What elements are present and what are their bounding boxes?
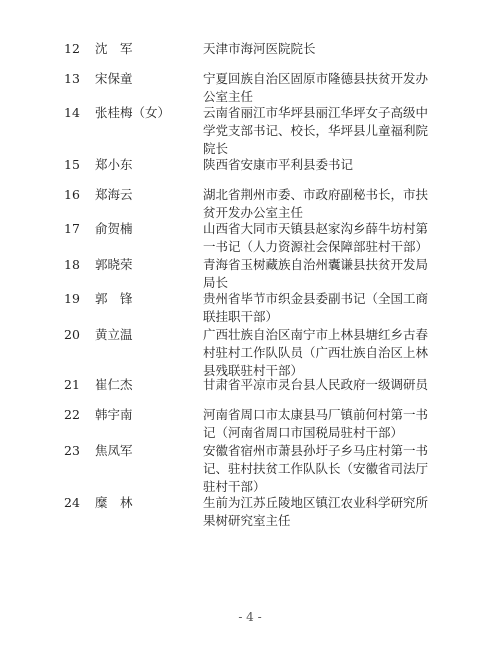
entry-name: 张桂梅（女）	[95, 105, 171, 120]
entry-number: 23	[64, 443, 80, 458]
entry-title-line: 县残联驻村干部）	[203, 363, 304, 378]
entry-number: 13	[64, 71, 80, 86]
entry-number: 15	[64, 157, 80, 172]
entry-title-line: 天津市海河医院院长	[203, 41, 316, 56]
entry-name: 郑海云	[95, 187, 133, 202]
entry-title-line: 贵州省毕节市织金县委副书记（全国工商	[203, 291, 429, 306]
entry-title	[203, 186, 440, 222]
entry-title-line: 陕西省安康市平利县委书记	[203, 157, 354, 172]
entry-name: 韩宇南	[95, 407, 133, 422]
entry-title	[203, 326, 440, 380]
entry-number: 22	[64, 407, 80, 422]
entry-number: 16	[64, 187, 80, 202]
entry-title	[203, 40, 440, 58]
entry-name: 郭 锋	[95, 291, 133, 306]
entry-title-line: 湖北省荆州市委、市政府副秘书长，市扶	[203, 187, 429, 202]
entry-name: 郭晓荣	[95, 257, 133, 272]
entry-number: 24	[64, 495, 80, 510]
entry-name: 黄立温	[95, 327, 133, 342]
entry-title	[203, 104, 440, 158]
entry-title-line: 生前为江苏丘陵地区镇江农业科学研究所	[203, 495, 429, 510]
entry-title-line: 宁夏回族自治区固原市隆德县扶贫开发办	[203, 71, 429, 86]
entry-number: 20	[64, 327, 80, 342]
entry-name: 焦凤军	[95, 443, 133, 458]
entry-title-line: 甘肃省平凉市灵台县人民政府一级调研员	[203, 377, 429, 392]
entry-title	[203, 494, 440, 530]
entry-title	[203, 442, 440, 496]
entry-title	[203, 70, 440, 106]
entry-title-line: 村驻村工作队队员（广西壮族自治区上林	[203, 345, 429, 360]
entry-title-line: 记、驻村扶贫工作队队长（安徽省司法厅	[203, 461, 429, 476]
entry-title	[203, 156, 440, 174]
entry-title-line: 山西省大同市天镇县赵家沟乡薛牛坊村第	[203, 221, 429, 236]
entry-title-line: 局长	[203, 275, 229, 290]
entry-title-line: 果树研究室主任	[203, 513, 291, 528]
entry-name: 糜 林	[95, 495, 133, 510]
entry-title-line: 河南省周口市太康县马厂镇前何村第一书	[203, 407, 429, 422]
entry-title-line: 驻村干部）	[203, 479, 266, 494]
entry-title	[203, 376, 440, 394]
entry-title-line: 记（河南省周口市国税局驻村干部）	[203, 425, 404, 440]
entry-title-line: 公室主任	[203, 89, 254, 104]
entry-title	[203, 220, 440, 256]
entry-name: 俞贺楠	[95, 221, 133, 236]
entry-number: 21	[64, 377, 80, 392]
entry-title-line: 联挂职干部）	[203, 309, 279, 324]
entry-title-line: 贫开发办公室主任	[203, 205, 304, 220]
page-number: - 4 -	[238, 610, 262, 624]
entry-title-line: 云南省丽江市华坪县丽江华坪女子高级中	[203, 105, 429, 120]
entry-name: 沈 军	[95, 41, 133, 56]
entry-number: 17	[64, 221, 80, 236]
entry-name: 宋保童	[95, 71, 133, 86]
entry-name: 崔仁杰	[95, 377, 133, 392]
entry-title	[203, 406, 440, 442]
entry-title-line: 青海省玉树藏族自治州囊谦县扶贫开发局	[203, 257, 429, 272]
entry-title	[203, 256, 440, 292]
entry-title-line: 学党支部书记、校长，华坪县儿童福利院	[203, 123, 429, 138]
entry-number: 18	[64, 257, 80, 272]
entry-number: 14	[64, 105, 80, 120]
entry-title-line: 广西壮族自治区南宁市上林县塘红乡古春	[203, 327, 429, 342]
entry-title-line: 院长	[203, 141, 229, 156]
entry-title	[203, 290, 440, 326]
entry-number: 12	[64, 41, 80, 56]
entry-name: 郑小东	[95, 157, 133, 172]
entry-title-line: 安徽省宿州市萧县孙圩子乡马庄村第一书	[203, 443, 429, 458]
entry-number: 19	[64, 291, 80, 306]
entry-title-line: 一书记（人力资源社会保障部驻村干部）	[203, 239, 429, 254]
